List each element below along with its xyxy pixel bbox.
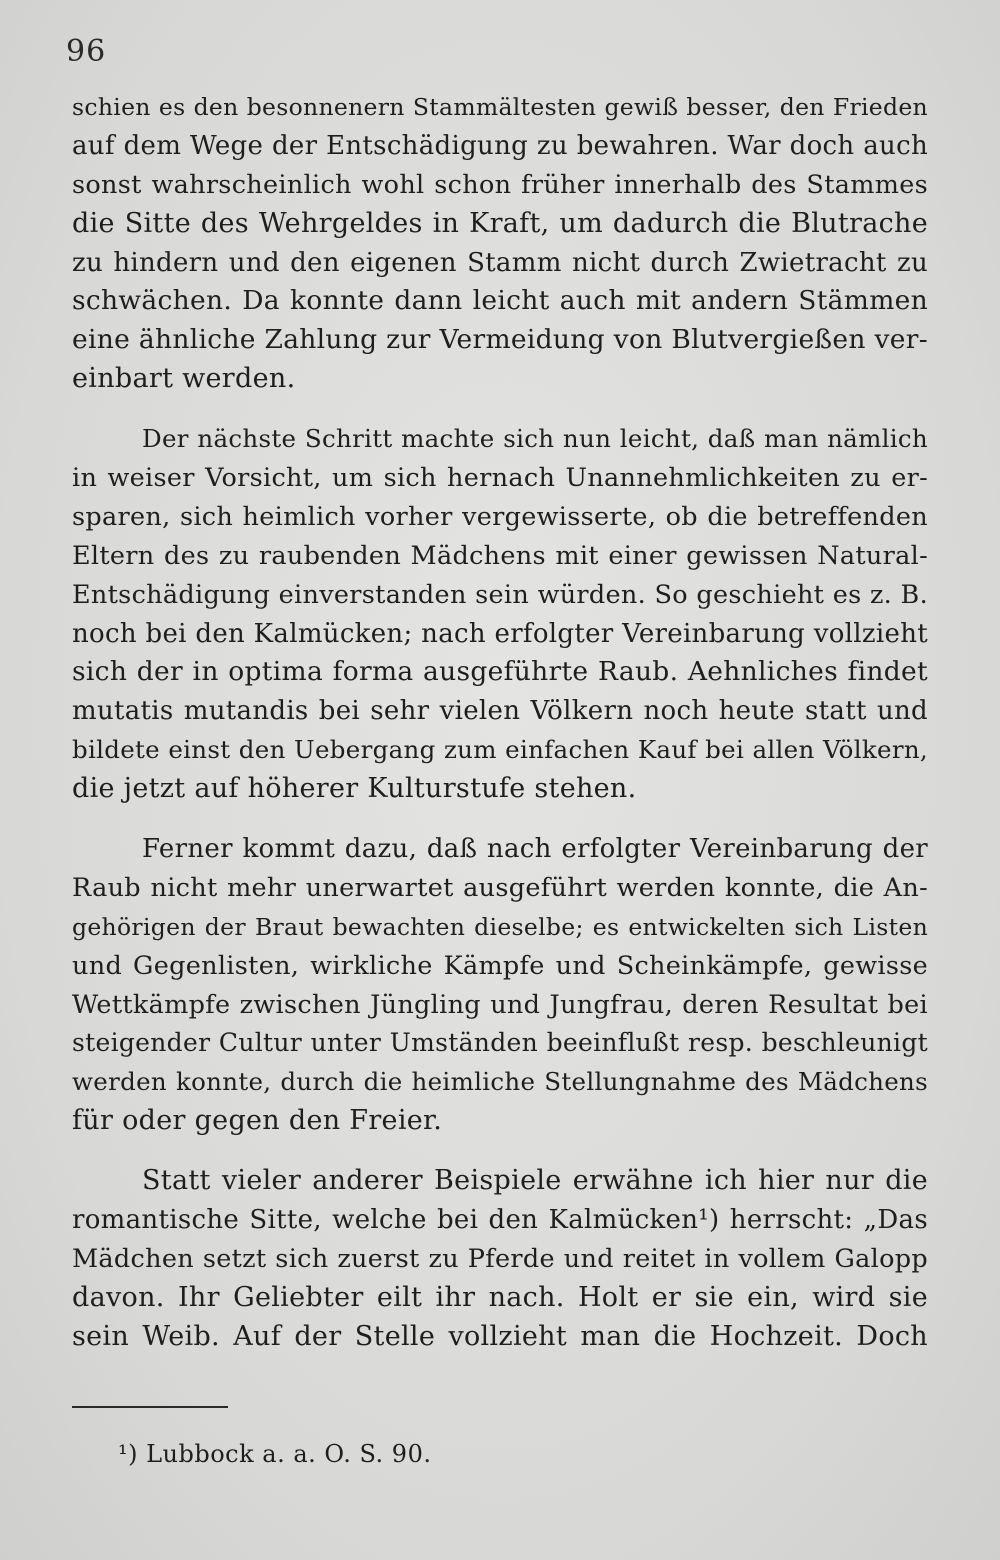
text-line: Entschädigung einverstanden sein würden. So geschieht es z. B.: [72, 579, 928, 610]
text-line: noch bei den Kalmücken; nach erfolgter Vereinbarung vollzieht: [72, 618, 928, 649]
text-line: sein Weib. Auf der Stelle vollzieht man die Hochzeit. Doch: [72, 1320, 928, 1352]
text-line: eine ähnliche Zahlung zur Vermeidung von Blutvergießen ver-: [72, 324, 928, 356]
text-line: Der nächste Schritt machte sich nun leicht, daß man nämlich: [142, 424, 928, 454]
text-line: Eltern des zu raubenden Mädchens mit einer gewissen Natural-: [72, 540, 928, 571]
text-line: gehörigen der Braut bewachten dieselbe; es entwickelten sich Listen: [72, 912, 928, 941]
text-line: einbart werden.: [72, 363, 296, 395]
text-line: die Sitte des Wehrgeldes in Kraft, um dadurch die Blutrache: [72, 207, 928, 239]
text-line: werden konnte, durch die heimliche Stellungnahme des Mädchens: [72, 1067, 928, 1097]
text-line: in weiser Vorsicht, um sich hernach Unannehmlichkeiten zu er-: [72, 463, 928, 494]
text-line: Ferner kommt dazu, daß nach erfolgter Vereinbarung der: [142, 834, 928, 865]
footnote-divider: [72, 1406, 228, 1408]
text-line: Raub nicht mehr unerwartet ausgeführt werden konnte, die An-: [72, 872, 928, 903]
text-line: romantische Sitte, welche bei den Kalmücken¹) herrscht: „Das: [72, 1205, 928, 1236]
text-line: sich der in optima forma ausgeführte Raub. Aehnliches findet: [72, 656, 928, 688]
text-line: davon. Ihr Geliebter eilt ihr nach. Holt er sie ein, wird sie: [72, 1281, 928, 1313]
text-line: mutatis mutandis bei sehr vielen Völkern noch heute statt und: [72, 696, 928, 727]
footnote: ¹) Lubbock a. a. O. S. 90.: [118, 1440, 432, 1468]
text-line: Statt vieler anderer Beispiele erwähne ich hier nur die: [142, 1165, 928, 1197]
text-line: Wettkämpfe zwischen Jüngling und Jungfrau, deren Resultat bei: [72, 989, 928, 1020]
text-line: steigender Cultur unter Umständen beeinflußt resp. beschleunigt: [72, 1028, 928, 1058]
paragraph-2: [72, 420, 928, 809]
body-text: [72, 88, 928, 1378]
text-line: sonst wahrscheinlich wohl schon früher innerhalb des Stammes: [72, 169, 928, 200]
paragraph-1: [72, 88, 928, 399]
text-line: die jetzt auf höherer Kulturstufe stehen.: [72, 773, 637, 805]
text-line: bildete einst den Uebergang zum einfachen Kauf bei allen Völkern,: [72, 735, 928, 765]
text-line: zu hindern und den eigenen Stamm nicht durch Zwietracht zu: [72, 247, 928, 278]
text-line: sparen, sich heimlich vorher vergewisserte, ob die betreffenden: [72, 501, 928, 532]
text-line: für oder gegen den Freier.: [72, 1105, 443, 1137]
paragraph-3: [72, 830, 928, 1141]
text-line: schwächen. Da konnte dann leicht auch mit andern Stämmen: [72, 285, 928, 317]
text-line: Mädchen setzt sich zuerst zu Pferde und reitet in vollem Galopp: [72, 1243, 928, 1274]
text-line: schien es den besonnenern Stammältesten gewiß besser, den Frieden: [72, 93, 928, 121]
paragraph-4: [72, 1162, 928, 1356]
text-line: und Gegenlisten, wirkliche Kämpfe und Scheinkämpfe, gewisse: [72, 950, 928, 981]
page-number: 96: [66, 34, 107, 69]
text-line: auf dem Wege der Entschädigung zu bewahren. War doch auch: [72, 130, 928, 161]
